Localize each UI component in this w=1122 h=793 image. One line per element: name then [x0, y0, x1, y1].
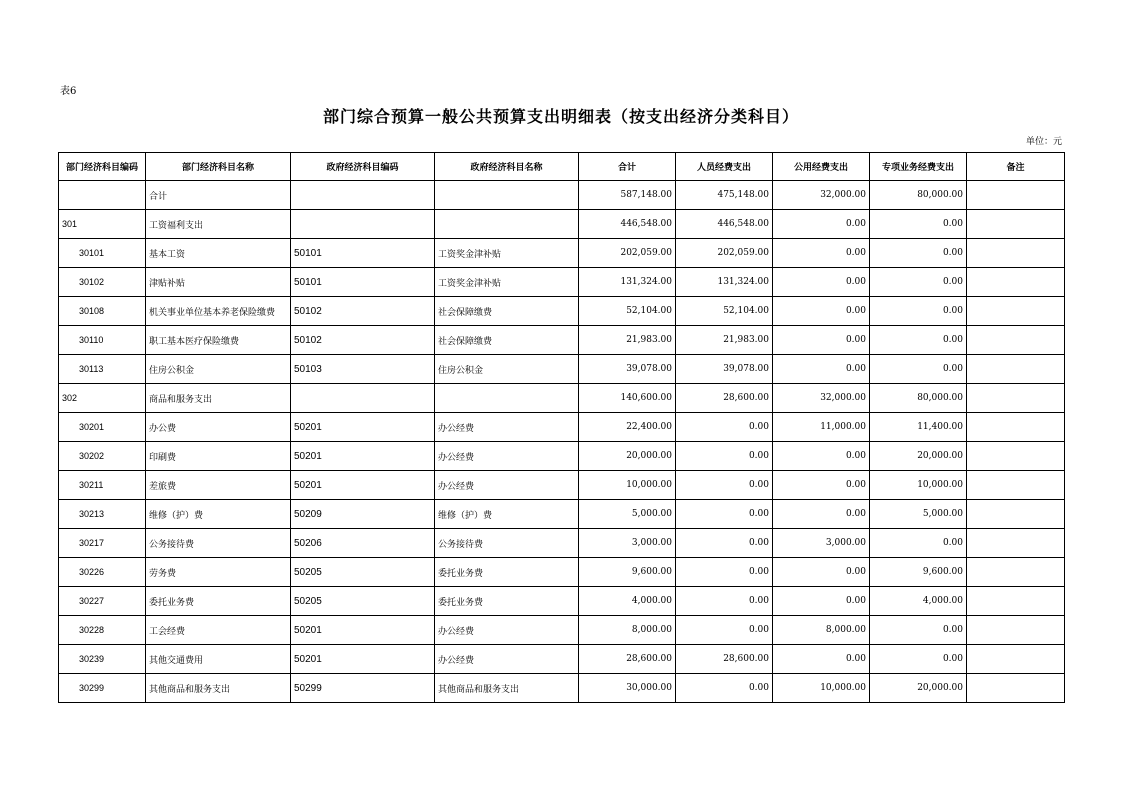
cell-gov-name: 住房公积金: [435, 355, 579, 384]
cell-special: 11,400.00: [870, 413, 967, 442]
cell-gov-name: 办公经费: [435, 616, 579, 645]
table-row: [59, 616, 1065, 645]
cell-total: 52,104.00: [579, 297, 676, 326]
cell-dept-name: 其他交通费用: [146, 645, 291, 674]
table-row: [59, 268, 1065, 297]
cell-total: 21,983.00: [579, 326, 676, 355]
cell-note: [967, 210, 1065, 239]
cell-gov-name: 办公经费: [435, 442, 579, 471]
cell-dept-name: 印刷费: [146, 442, 291, 471]
cell-public: 0.00: [773, 471, 870, 500]
cell-dept-name: 职工基本医疗保险缴费: [146, 326, 291, 355]
table-body: [59, 181, 1065, 703]
cell-public: 0.00: [773, 500, 870, 529]
cell-dept-code: 30102: [59, 268, 146, 297]
cell-note: [967, 500, 1065, 529]
cell-public: 0.00: [773, 210, 870, 239]
cell-personnel: 28,600.00: [676, 384, 773, 413]
cell-dept-name: 工资福利支出: [146, 210, 291, 239]
table-row: [59, 355, 1065, 384]
cell-special: 0.00: [870, 645, 967, 674]
cell-gov-name: 社会保障缴费: [435, 297, 579, 326]
cell-gov-code: 50206: [291, 529, 435, 558]
cell-dept-name: 委托业务费: [146, 587, 291, 616]
table-row: [59, 326, 1065, 355]
cell-dept-name: 差旅费: [146, 471, 291, 500]
cell-gov-name: 其他商品和服务支出: [435, 674, 579, 703]
cell-public: 0.00: [773, 326, 870, 355]
cell-gov-name: 办公经费: [435, 413, 579, 442]
cell-dept-code: 30211: [59, 471, 146, 500]
page-title: 部门综合预算一般公共预算支出明细表（按支出经济分类科目）: [322, 107, 799, 126]
cell-note: [967, 181, 1065, 210]
cell-gov-code: 50101: [291, 239, 435, 268]
cell-personnel: 39,078.00: [676, 355, 773, 384]
table-row: [59, 587, 1065, 616]
cell-personnel: 28,600.00: [676, 645, 773, 674]
cell-personnel: 21,983.00: [676, 326, 773, 355]
cell-note: [967, 471, 1065, 500]
cell-gov-code: 50209: [291, 500, 435, 529]
cell-dept-code: 30110: [59, 326, 146, 355]
cell-dept-name: 办公费: [146, 413, 291, 442]
cell-dept-code: 30201: [59, 413, 146, 442]
cell-gov-name: 公务接待费: [435, 529, 579, 558]
cell-gov-code: 50101: [291, 268, 435, 297]
cell-special: 0.00: [870, 616, 967, 645]
cell-gov-code: [291, 210, 435, 239]
cell-dept-code: 30226: [59, 558, 146, 587]
cell-gov-name: 工资奖金津补贴: [435, 239, 579, 268]
table-row: [59, 239, 1065, 268]
header-personnel: 人员经费支出: [676, 153, 773, 181]
table-row: [59, 500, 1065, 529]
cell-dept-name: 商品和服务支出: [146, 384, 291, 413]
cell-gov-code: 50299: [291, 674, 435, 703]
cell-personnel: 131,324.00: [676, 268, 773, 297]
cell-gov-name: 办公经费: [435, 645, 579, 674]
cell-special: 5,000.00: [870, 500, 967, 529]
cell-total: 4,000.00: [579, 587, 676, 616]
cell-dept-code: 30108: [59, 297, 146, 326]
cell-total: 140,600.00: [579, 384, 676, 413]
cell-total: 446,548.00: [579, 210, 676, 239]
cell-dept-code: 30213: [59, 500, 146, 529]
header-gov-name: 政府经济科目名称: [435, 153, 579, 181]
cell-dept-code: 30217: [59, 529, 146, 558]
cell-note: [967, 558, 1065, 587]
table-row: [59, 413, 1065, 442]
cell-gov-code: 50103: [291, 355, 435, 384]
cell-total: 28,600.00: [579, 645, 676, 674]
cell-gov-code: 50102: [291, 297, 435, 326]
cell-dept-code: 30228: [59, 616, 146, 645]
cell-gov-name: 工资奖金津补贴: [435, 268, 579, 297]
cell-gov-name: [435, 210, 579, 239]
header-special: 专项业务经费支出: [870, 153, 967, 181]
header-public: 公用经费支出: [773, 153, 870, 181]
cell-special: 0.00: [870, 210, 967, 239]
cell-gov-code: 50205: [291, 587, 435, 616]
cell-gov-code: 50102: [291, 326, 435, 355]
header-row: [59, 153, 1065, 181]
cell-gov-code: 50201: [291, 413, 435, 442]
cell-total: 9,600.00: [579, 558, 676, 587]
table-row: [59, 674, 1065, 703]
table-label: 表6: [60, 86, 77, 97]
cell-special: 80,000.00: [870, 181, 967, 210]
header-gov-code: 政府经济科目编码: [291, 153, 435, 181]
cell-special: 0.00: [870, 529, 967, 558]
cell-special: 4,000.00: [870, 587, 967, 616]
cell-special: 20,000.00: [870, 442, 967, 471]
cell-public: 32,000.00: [773, 181, 870, 210]
cell-gov-name: [435, 181, 579, 210]
cell-personnel: 0.00: [676, 558, 773, 587]
cell-total: 587,148.00: [579, 181, 676, 210]
cell-total: 3,000.00: [579, 529, 676, 558]
cell-gov-code: [291, 384, 435, 413]
table-row: [59, 210, 1065, 239]
budget-table: [58, 152, 1065, 703]
cell-gov-name: 办公经费: [435, 471, 579, 500]
cell-public: 0.00: [773, 587, 870, 616]
cell-total: 30,000.00: [579, 674, 676, 703]
table-row: [59, 558, 1065, 587]
header-total: 合计: [579, 153, 676, 181]
cell-special: 10,000.00: [870, 471, 967, 500]
cell-special: 0.00: [870, 355, 967, 384]
cell-personnel: 0.00: [676, 413, 773, 442]
cell-special: 9,600.00: [870, 558, 967, 587]
cell-public: 10,000.00: [773, 674, 870, 703]
cell-gov-code: 50201: [291, 645, 435, 674]
header-dept-name: 部门经济科目名称: [146, 153, 291, 181]
cell-dept-name: 机关事业单位基本养老保险缴费: [146, 297, 291, 326]
cell-dept-name: 基本工资: [146, 239, 291, 268]
cell-dept-name: 公务接待费: [146, 529, 291, 558]
cell-public: 8,000.00: [773, 616, 870, 645]
cell-gov-code: 50201: [291, 442, 435, 471]
cell-dept-code: 302: [59, 384, 146, 413]
cell-dept-name: 劳务费: [146, 558, 291, 587]
table-row: [59, 442, 1065, 471]
cell-note: [967, 268, 1065, 297]
cell-total: 22,400.00: [579, 413, 676, 442]
cell-public: 0.00: [773, 297, 870, 326]
cell-total: 39,078.00: [579, 355, 676, 384]
cell-note: [967, 674, 1065, 703]
cell-personnel: 446,548.00: [676, 210, 773, 239]
table-row: [59, 384, 1065, 413]
cell-dept-code: 30101: [59, 239, 146, 268]
cell-special: 20,000.00: [870, 674, 967, 703]
cell-total: 131,324.00: [579, 268, 676, 297]
cell-public: 0.00: [773, 355, 870, 384]
header-note: 备注: [967, 153, 1065, 181]
cell-personnel: 0.00: [676, 529, 773, 558]
cell-dept-name: 维修（护）费: [146, 500, 291, 529]
cell-public: 3,000.00: [773, 529, 870, 558]
cell-gov-name: 维修（护）费: [435, 500, 579, 529]
cell-public: 0.00: [773, 239, 870, 268]
cell-dept-name: 津贴补贴: [146, 268, 291, 297]
cell-dept-code: 30202: [59, 442, 146, 471]
cell-note: [967, 645, 1065, 674]
cell-public: 0.00: [773, 442, 870, 471]
table-row: [59, 471, 1065, 500]
cell-special: 0.00: [870, 326, 967, 355]
cell-dept-name: 合计: [146, 181, 291, 210]
cell-total: 8,000.00: [579, 616, 676, 645]
unit-label: 单位：元: [1025, 137, 1062, 147]
cell-dept-code: [59, 181, 146, 210]
cell-personnel: 52,104.00: [676, 297, 773, 326]
cell-gov-code: 50201: [291, 616, 435, 645]
cell-dept-code: 30227: [59, 587, 146, 616]
cell-gov-code: 50205: [291, 558, 435, 587]
cell-note: [967, 326, 1065, 355]
cell-note: [967, 413, 1065, 442]
cell-dept-code: 30239: [59, 645, 146, 674]
cell-gov-name: [435, 384, 579, 413]
cell-dept-name: 工会经费: [146, 616, 291, 645]
cell-special: 0.00: [870, 297, 967, 326]
cell-dept-name: 住房公积金: [146, 355, 291, 384]
cell-dept-name: 其他商品和服务支出: [146, 674, 291, 703]
table-row: [59, 645, 1065, 674]
cell-special: 0.00: [870, 239, 967, 268]
cell-note: [967, 442, 1065, 471]
cell-note: [967, 529, 1065, 558]
cell-note: [967, 384, 1065, 413]
cell-gov-name: 社会保障缴费: [435, 326, 579, 355]
cell-special: 0.00: [870, 268, 967, 297]
cell-personnel: 0.00: [676, 442, 773, 471]
cell-personnel: 0.00: [676, 471, 773, 500]
table-row: [59, 529, 1065, 558]
cell-public: 0.00: [773, 268, 870, 297]
cell-total: 10,000.00: [579, 471, 676, 500]
cell-total: 5,000.00: [579, 500, 676, 529]
cell-personnel: 0.00: [676, 616, 773, 645]
cell-total: 20,000.00: [579, 442, 676, 471]
cell-public: 11,000.00: [773, 413, 870, 442]
cell-public: 0.00: [773, 558, 870, 587]
cell-gov-code: 50201: [291, 471, 435, 500]
cell-personnel: 202,059.00: [676, 239, 773, 268]
cell-note: [967, 587, 1065, 616]
header-dept-code: 部门经济科目编码: [59, 153, 146, 181]
cell-gov-code: [291, 181, 435, 210]
cell-personnel: 0.00: [676, 587, 773, 616]
cell-gov-name: 委托业务费: [435, 587, 579, 616]
table-row: [59, 181, 1065, 210]
cell-gov-name: 委托业务费: [435, 558, 579, 587]
cell-dept-code: 30113: [59, 355, 146, 384]
cell-public: 0.00: [773, 645, 870, 674]
cell-total: 202,059.00: [579, 239, 676, 268]
cell-special: 80,000.00: [870, 384, 967, 413]
cell-note: [967, 239, 1065, 268]
cell-personnel: 475,148.00: [676, 181, 773, 210]
cell-note: [967, 616, 1065, 645]
cell-personnel: 0.00: [676, 500, 773, 529]
cell-dept-code: 30299: [59, 674, 146, 703]
cell-dept-code: 301: [59, 210, 146, 239]
cell-note: [967, 355, 1065, 384]
cell-public: 32,000.00: [773, 384, 870, 413]
cell-note: [967, 297, 1065, 326]
cell-personnel: 0.00: [676, 674, 773, 703]
table-row: [59, 297, 1065, 326]
